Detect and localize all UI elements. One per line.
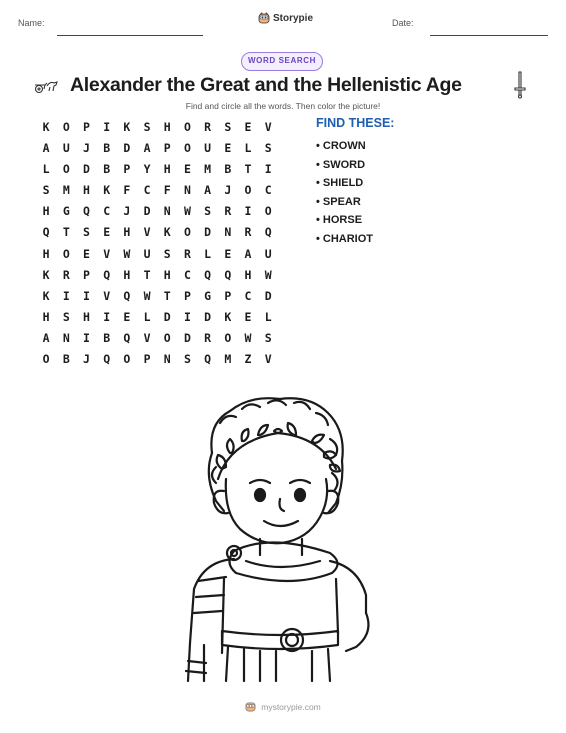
grid-cell[interactable]: D <box>264 288 272 303</box>
grid-cell[interactable]: T <box>143 267 151 282</box>
grid-cell[interactable]: S <box>204 204 212 219</box>
word-list-item: • SWORD <box>316 158 366 171</box>
grid-cell[interactable]: R <box>244 225 252 240</box>
grid-cell[interactable]: Y <box>143 162 151 177</box>
worksheet-header <box>0 10 566 32</box>
storypie-mascot-icon <box>258 12 270 24</box>
grid-cell[interactable]: Q <box>42 225 50 240</box>
grid-cell[interactable]: O <box>62 120 70 134</box>
grid-cell[interactable]: U <box>264 246 272 261</box>
grid-cell[interactable]: H <box>42 309 50 324</box>
grid-cell[interactable]: I <box>103 120 111 134</box>
grid-cell[interactable]: O <box>224 330 232 345</box>
grid-cell[interactable]: B <box>62 352 70 367</box>
grid-cell[interactable]: V <box>103 246 111 261</box>
word-list <box>316 137 373 249</box>
grid-cell[interactable]: I <box>62 288 70 303</box>
grid-cell[interactable]: F <box>123 183 131 198</box>
grid-cell[interactable]: N <box>62 330 70 345</box>
grid-cell[interactable]: D <box>123 141 131 156</box>
grid-cell[interactable]: P <box>163 141 171 156</box>
grid-cell[interactable]: R <box>62 267 70 282</box>
grid-cell[interactable]: K <box>123 120 131 134</box>
grid-cell[interactable]: I <box>264 162 272 177</box>
grid-cell[interactable]: Q <box>103 267 111 282</box>
grid-cell[interactable]: J <box>123 204 131 219</box>
grid-cell[interactable]: N <box>163 204 171 219</box>
grid-cell[interactable]: H <box>42 204 50 219</box>
grid-cell[interactable]: L <box>244 141 252 156</box>
grid-cell[interactable]: E <box>123 309 131 324</box>
grid-cell[interactable]: B <box>224 162 232 177</box>
word-search-grid[interactable] <box>36 117 278 370</box>
grid-cell[interactable]: C <box>264 183 272 198</box>
grid-cell[interactable]: V <box>103 288 111 303</box>
grid-cell[interactable]: D <box>204 309 212 324</box>
grid-cell[interactable]: P <box>83 267 90 282</box>
grid-cell[interactable]: W <box>143 288 151 303</box>
grid-cell[interactable]: B <box>103 330 111 345</box>
grid-cell[interactable]: H <box>83 309 90 324</box>
grid-cell[interactable]: D <box>204 225 212 240</box>
word-list-item: • SHIELD <box>316 177 364 190</box>
grid-cell[interactable]: J <box>224 183 232 198</box>
grid-cell[interactable]: S <box>183 352 191 367</box>
grid-cell[interactable]: W <box>264 267 272 282</box>
grid-cell[interactable]: S <box>163 246 171 261</box>
grid-cell[interactable]: Q <box>204 267 212 282</box>
grid-cell[interactable]: I <box>183 309 191 324</box>
word-list-item: • SPEAR <box>316 195 361 208</box>
grid-cell[interactable]: U <box>204 141 212 156</box>
storypie-mascot-icon <box>245 701 256 712</box>
grid-cell[interactable]: H <box>163 162 171 177</box>
grid-cell[interactable]: D <box>143 204 151 219</box>
alexander-illustration <box>160 383 400 683</box>
grid-cell[interactable]: S <box>224 120 232 134</box>
grid-cell[interactable]: C <box>183 267 191 282</box>
grid-cell[interactable]: P <box>83 120 90 134</box>
grid-cell[interactable]: O <box>62 162 70 177</box>
grid-cell[interactable]: R <box>204 330 212 345</box>
grid-cell[interactable]: W <box>244 330 252 345</box>
date-label: Date: <box>392 18 414 28</box>
grid-cell[interactable]: N <box>224 225 232 240</box>
grid-cell[interactable]: B <box>103 162 111 177</box>
grid-cell[interactable]: E <box>183 162 191 177</box>
grid-cell[interactable]: A <box>42 141 50 156</box>
grid-cell[interactable]: O <box>42 352 50 367</box>
instructions: Find and circle all the words. Then color the picture! <box>185 101 381 111</box>
grid-cell[interactable]: R <box>204 120 212 134</box>
grid-cell[interactable]: Q <box>83 204 90 219</box>
grid-cell[interactable]: L <box>42 162 50 177</box>
grid-cell[interactable]: H <box>123 267 131 282</box>
grid-cell[interactable]: K <box>163 225 171 240</box>
grid-cell[interactable]: S <box>264 141 272 156</box>
grid-cell[interactable]: H <box>123 225 131 240</box>
grid-cell[interactable]: M <box>204 162 212 177</box>
grid-cell[interactable]: K <box>42 288 50 303</box>
grid-cell[interactable]: O <box>163 330 171 345</box>
grid-cell[interactable]: V <box>143 225 151 240</box>
grid-cell[interactable]: S <box>143 120 151 134</box>
grid-cell[interactable]: V <box>143 330 151 345</box>
grid-cell[interactable]: J <box>83 141 90 156</box>
grid-cell[interactable]: S <box>62 309 70 324</box>
grid-cell[interactable]: K <box>42 120 50 134</box>
grid-cell[interactable]: M <box>224 352 232 367</box>
grid-cell[interactable]: K <box>224 309 232 324</box>
grid-cell[interactable]: M <box>62 183 70 198</box>
grid-cell[interactable]: A <box>244 246 252 261</box>
grid-cell[interactable]: V <box>264 352 272 367</box>
grid-cell[interactable]: C <box>103 204 111 219</box>
grid-cell[interactable]: U <box>143 246 151 261</box>
grid-cell[interactable]: Q <box>204 352 212 367</box>
grid-cell[interactable]: S <box>42 183 50 198</box>
grid-cell[interactable]: G <box>204 288 212 303</box>
grid-cell[interactable]: W <box>183 204 191 219</box>
grid-cell[interactable]: V <box>264 120 272 134</box>
grid-cell[interactable]: K <box>103 183 111 198</box>
grid-cell[interactable]: K <box>42 267 50 282</box>
grid-cell[interactable]: I <box>103 309 111 324</box>
grid-cell[interactable]: C <box>244 288 252 303</box>
grid-cell[interactable]: T <box>244 162 252 177</box>
name-label: Name: <box>18 18 45 28</box>
grid-cell[interactable]: Q <box>103 352 111 367</box>
grid-cell[interactable]: L <box>204 246 212 261</box>
grid-cell[interactable]: R <box>224 204 232 219</box>
brand-logo <box>258 12 313 24</box>
grid-cell[interactable]: R <box>183 246 191 261</box>
grid-cell[interactable]: E <box>103 225 111 240</box>
grid-cell[interactable]: N <box>183 183 191 198</box>
grid-cell[interactable]: I <box>83 330 90 345</box>
grid-cell[interactable]: H <box>163 120 171 134</box>
grid-cell[interactable]: G <box>62 204 70 219</box>
grid-cell[interactable]: D <box>163 309 171 324</box>
brand-name: Storypie <box>273 12 314 24</box>
grid-cell[interactable]: E <box>224 246 232 261</box>
grid-cell[interactable]: J <box>83 352 90 367</box>
grid-cell[interactable]: Q <box>224 267 232 282</box>
grid-cell[interactable]: P <box>183 288 191 303</box>
grid-cell[interactable]: P <box>224 288 232 303</box>
grid-cell[interactable]: H <box>244 267 252 282</box>
grid-cell[interactable]: O <box>264 204 272 219</box>
footer-url[interactable]: mystorypie.com <box>261 701 321 712</box>
grid-cell[interactable]: D <box>83 162 90 177</box>
sword-icon <box>514 71 526 99</box>
grid-cell[interactable]: Q <box>264 225 272 240</box>
grid-cell[interactable]: E <box>83 246 90 261</box>
grid-cell[interactable]: Q <box>123 288 131 303</box>
footer <box>0 701 566 712</box>
grid-cell[interactable]: S <box>83 225 90 240</box>
grid-cell[interactable]: A <box>204 183 212 198</box>
grid-cell[interactable]: U <box>62 141 70 156</box>
grid-cell[interactable]: O <box>123 352 131 367</box>
grid-cell[interactable]: P <box>143 352 151 367</box>
grid-cell[interactable]: T <box>62 225 70 240</box>
grid-cell[interactable]: L <box>264 309 272 324</box>
grid-cell[interactable]: A <box>143 141 151 156</box>
grid-cell[interactable]: E <box>224 141 232 156</box>
grid-cell[interactable]: O <box>183 141 191 156</box>
date-line[interactable] <box>430 35 548 36</box>
grid-cell[interactable]: N <box>163 352 171 367</box>
chariot-icon <box>33 78 59 94</box>
word-list-item: • HORSE <box>316 214 363 227</box>
grid-cell[interactable]: A <box>42 330 50 345</box>
word-list-item: • CHARIOT <box>316 232 374 245</box>
name-line[interactable] <box>57 35 203 36</box>
grid-cell[interactable]: C <box>143 183 151 198</box>
grid-cell[interactable]: D <box>183 330 191 345</box>
grid-cell[interactable]: O <box>244 183 252 198</box>
grid-cell[interactable]: B <box>103 141 111 156</box>
grid-cell[interactable]: E <box>244 120 252 134</box>
grid-cell[interactable]: H <box>83 183 90 198</box>
grid-cell[interactable]: L <box>143 309 151 324</box>
grid-cell[interactable]: E <box>244 309 252 324</box>
grid-cell[interactable]: O <box>62 246 70 261</box>
grid-cell[interactable]: F <box>163 183 171 198</box>
grid-cell[interactable]: P <box>123 162 131 177</box>
grid-cell[interactable]: I <box>244 204 252 219</box>
grid-cell[interactable]: T <box>163 288 171 303</box>
grid-cell[interactable]: H <box>42 246 50 261</box>
grid-cell[interactable]: W <box>123 246 131 261</box>
grid-cell[interactable]: S <box>264 330 272 345</box>
word-list-item: • CROWN <box>316 140 366 152</box>
find-these-heading: FIND THESE: <box>316 116 395 130</box>
grid-cell[interactable]: Q <box>123 330 131 345</box>
page-title: Alexander the Great and the Hellenistic Age <box>70 74 462 96</box>
grid-cell[interactable]: Z <box>244 352 252 367</box>
grid-cell[interactable]: H <box>163 267 171 282</box>
word-search-badge: WORD SEARCH <box>241 52 323 71</box>
grid-cell[interactable]: O <box>183 120 191 134</box>
grid-cell[interactable]: O <box>183 225 191 240</box>
grid-cell[interactable]: I <box>83 288 90 303</box>
